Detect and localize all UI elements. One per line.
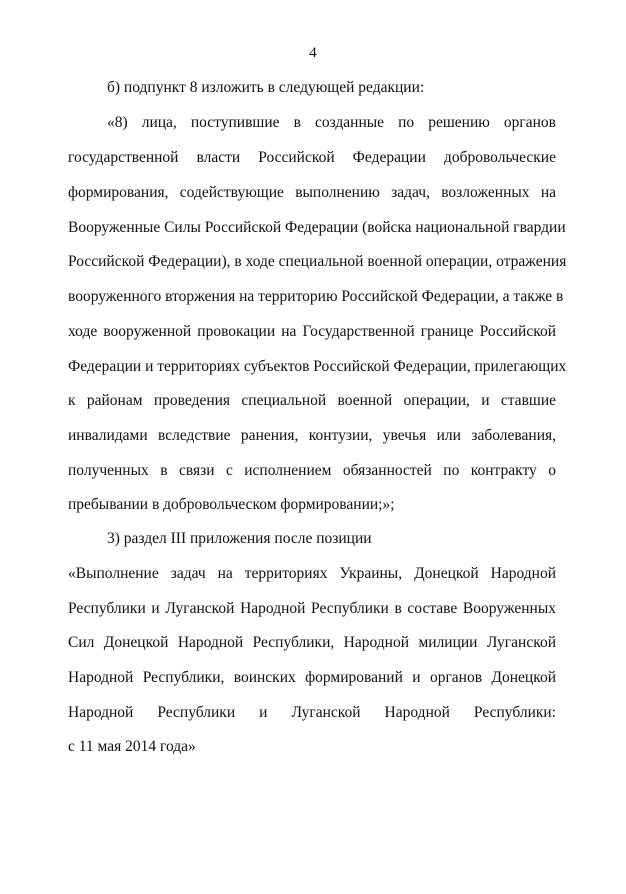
text-line: 3) раздел III приложения после позиции <box>107 530 372 547</box>
text-line: б) подпункт 8 изложить в следующей редакции: <box>107 79 425 96</box>
text-line: пребывании в добровольческом формировании;»; <box>68 496 395 513</box>
text-line: Народной Республики и Луганской Народной Республики: <box>68 704 556 721</box>
text-line: Федерации и территориях субъектов Российской Федерации, прилегающих <box>68 358 567 375</box>
text-line: инвалидами вследствие ранения, контузии, увечья или заболевания, <box>68 427 556 444</box>
text-line: формирования, содействующие выполнению задач, возложенных на <box>68 184 556 201</box>
text-line: к районам проведения специальной военной операции, и ставшие <box>68 392 556 409</box>
text-line: Вооруженные Силы Российской Федерации (войска национальной гвардии <box>68 219 566 236</box>
text-line: ходе вооруженной провокации на Государственной границе Российской <box>68 323 556 340</box>
text-line: полученных в связи с исполнением обязанностей по контракту о <box>68 462 556 479</box>
page-number: 4 <box>309 45 317 61</box>
text-line: с 11 мая 2014 года» <box>68 738 196 755</box>
text-line: государственной власти Российской Федерации добровольческие <box>68 149 556 166</box>
text-line: «8) лица, поступившие в созданные по решению органов <box>107 114 556 131</box>
text-line: Народной Республики, воинских формирований и органов Донецкой <box>68 669 556 686</box>
text-line: вооруженного вторжения на территорию Российской Федерации, а также в <box>68 288 564 305</box>
text-line: Российской Федерации), в ходе специальной военной операции, отражения <box>68 253 567 270</box>
text-line: «Выполнение задач на территориях Украины, Донецкой Народной <box>68 565 556 582</box>
text-line: Республики и Луганской Народной Республики в составе Вооруженных <box>68 600 556 617</box>
text-line: Сил Донецкой Народной Республики, Народной милиции Луганской <box>68 634 556 651</box>
